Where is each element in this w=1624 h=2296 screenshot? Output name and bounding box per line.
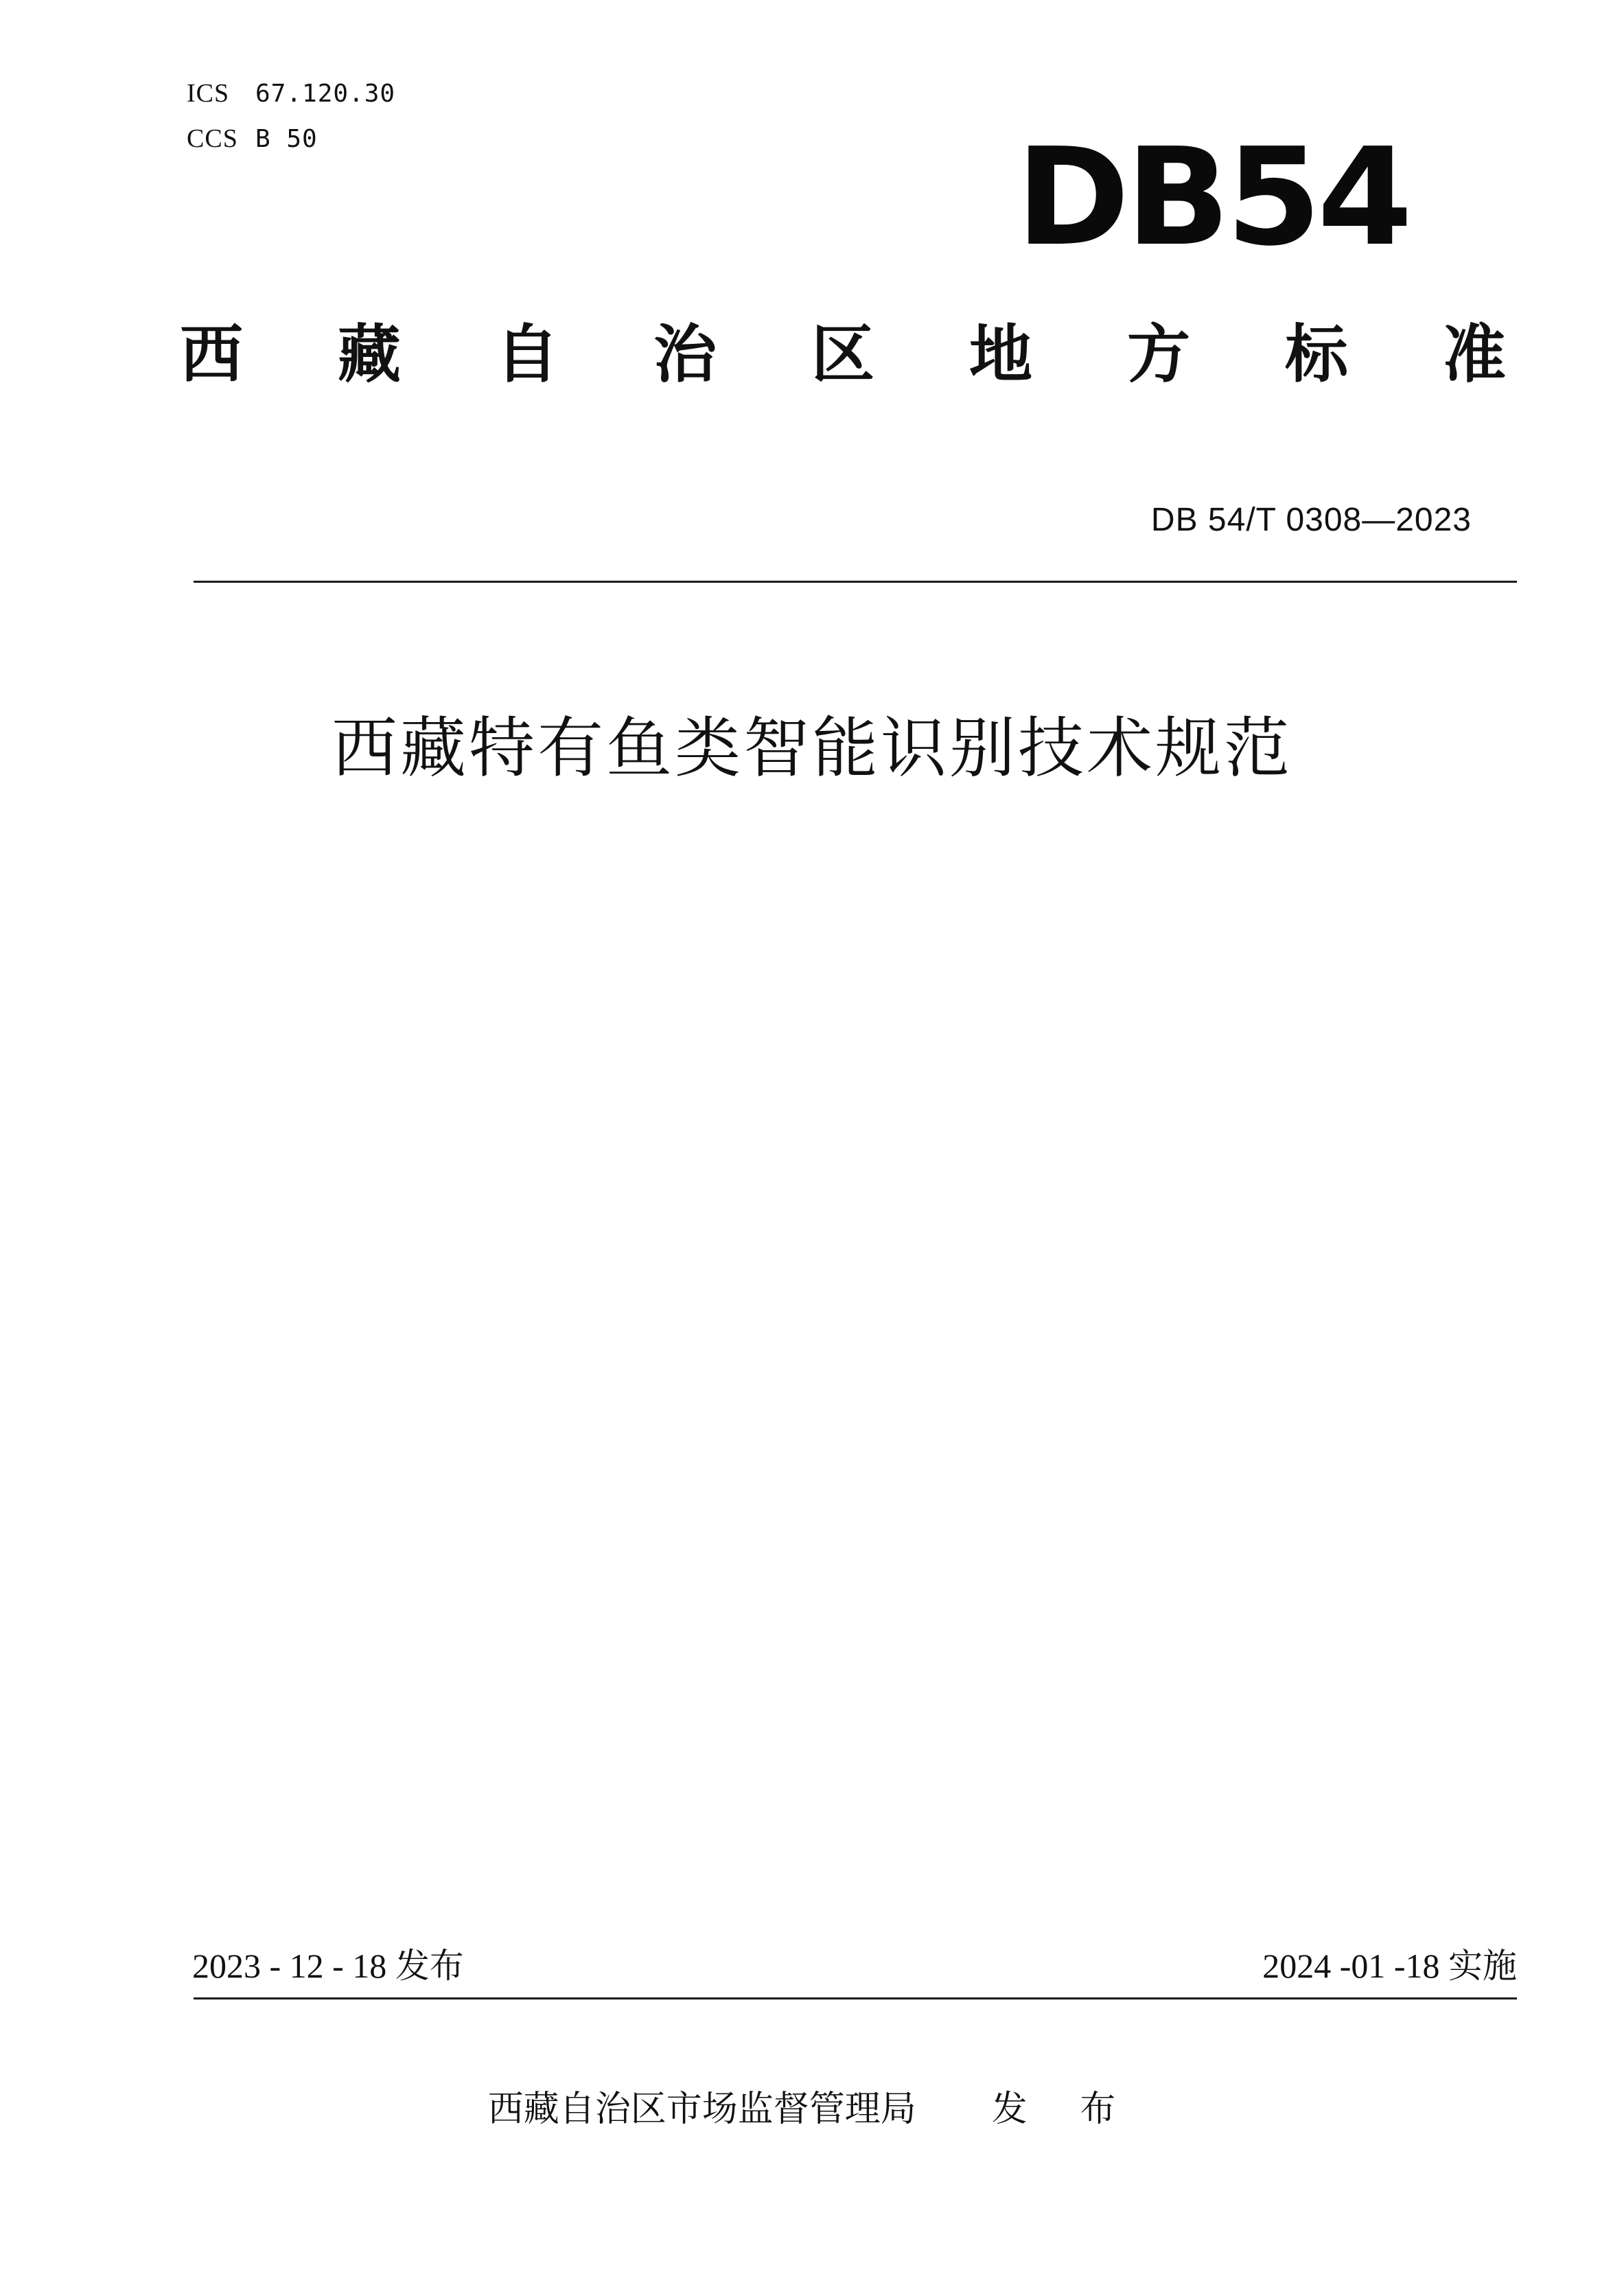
publisher-action: 发 布	[991, 2089, 1137, 2130]
bottom-divider	[194, 1997, 1517, 1999]
standard-type-char: 标	[1284, 318, 1348, 391]
issue-label: 发布	[395, 1946, 464, 1986]
ics-label: ICS	[187, 79, 230, 108]
issue-date-line	[192, 1944, 464, 1988]
standard-type-char: 藏	[337, 318, 401, 391]
standard-type-char: 自	[495, 318, 559, 391]
ics-value: 67.120.30	[255, 80, 396, 108]
ccs-value: B 50	[255, 125, 318, 153]
db54-logo: DB54	[1016, 119, 1409, 276]
top-divider	[194, 581, 1517, 583]
implementation-label: 实施	[1448, 1946, 1517, 1986]
implementation-date: 2024 -01 -18	[1262, 1947, 1440, 1985]
implementation-date-line	[1262, 1944, 1517, 1988]
publisher-line	[0, 2087, 1624, 2132]
standard-type-heading	[177, 317, 1509, 393]
standard-type-char: 治	[653, 318, 717, 391]
standard-type-char: 地	[968, 318, 1032, 391]
standard-type-char: 方	[1126, 318, 1190, 391]
standard-number: DB 54/T 0308—2023	[1150, 502, 1472, 538]
ccs-label: CCS	[187, 124, 238, 153]
standard-type-char: 西	[179, 318, 243, 391]
issue-date: 2023 - 12 - 18	[192, 1947, 387, 1985]
document-title: 西藏特有鱼类智能识别技术规范	[332, 710, 1292, 787]
standard-type-char: 准	[1442, 318, 1506, 391]
ics-code	[187, 77, 395, 111]
standard-type-char: 区	[811, 318, 874, 391]
ccs-code	[187, 122, 318, 156]
publisher-name: 西藏自治区市场监督管理局	[487, 2089, 916, 2130]
